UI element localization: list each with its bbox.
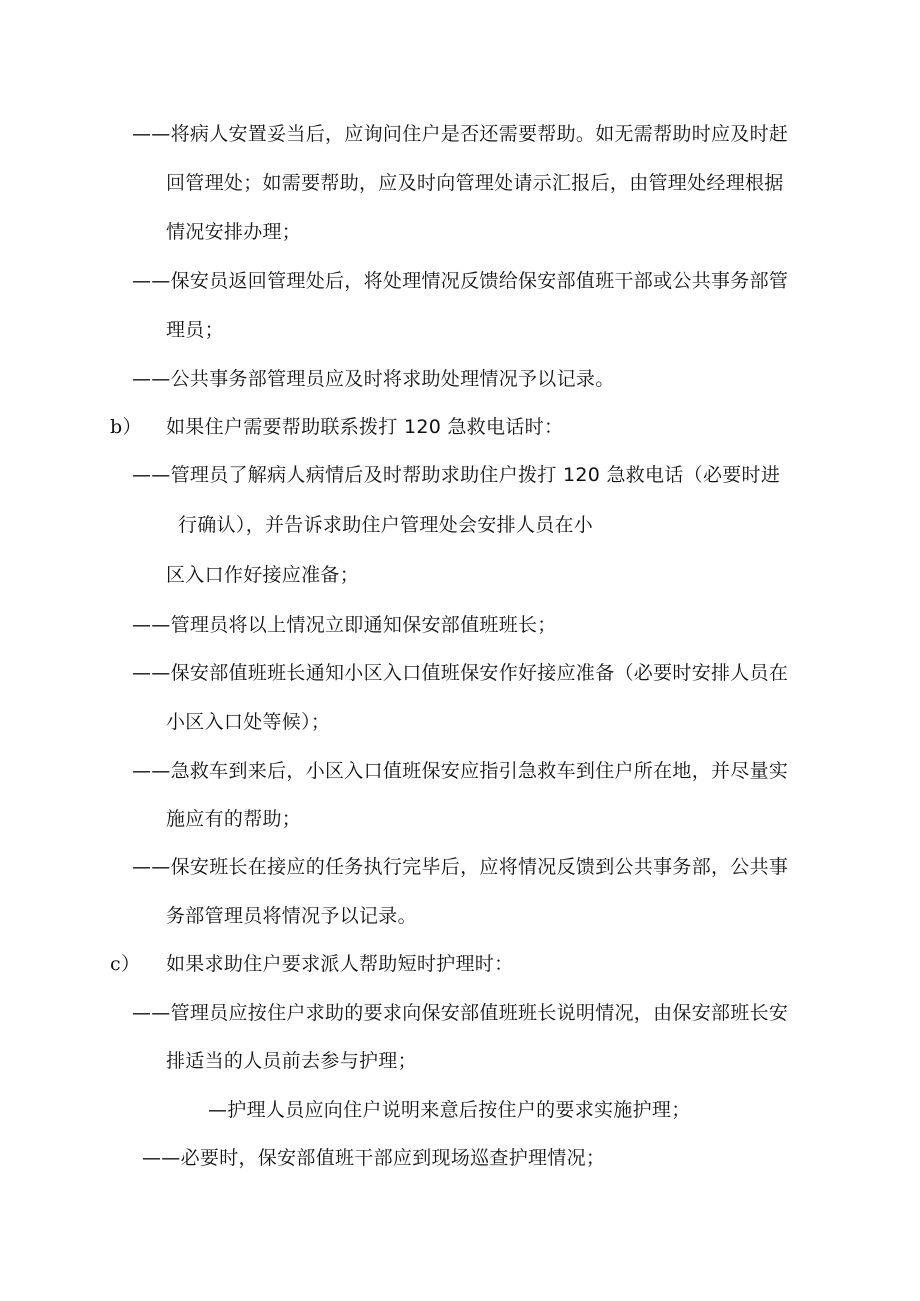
text-line-6: ——公共事务部管理员应及时将求助处理情况予以记录。 [132, 368, 615, 390]
text-line-9: ——管理员了解病人病情后及时帮助求助住户拨打 120 急救电话（必要时进 [132, 464, 781, 486]
section-label-b: b） [110, 416, 142, 438]
text-line-12: ——管理员将以上情况立即通知保安部值班班长； [132, 614, 557, 636]
text-line-15: ——急救车到来后，小区入口值班保安应指引急救车到住户所在地，并尽量实 [132, 760, 789, 782]
text-line-22: 排适当的人员前去参与护理； [166, 1050, 417, 1072]
text-line-23: —护理人员应向住户说明来意后按住户的要求实施护理； [208, 1099, 691, 1121]
text-line-13: ——保安部值班班长通知小区入口值班保安作好接应准备（必要时安排人员在 [132, 662, 789, 684]
text-line-24: ——必要时，保安部值班干部应到现场巡查护理情况； [142, 1147, 606, 1169]
text-line-4: ——保安员返回管理处后，将处理情况反馈给保安部值班干部或公共事务部管 [132, 270, 789, 292]
section-heading-c: 如果求助住户要求派人帮助短时护理时： [166, 953, 514, 975]
text-line-18: 务部管理员将情况予以记录。 [166, 905, 417, 927]
text-line-14: 小区入口处等候）； [166, 711, 331, 733]
text-line-16: 施应有的帮助； [166, 808, 302, 830]
text-line-10: 行确认），并告诉求助住户管理处会安排人员在小 [178, 514, 594, 536]
text-line-5: 理员； [166, 319, 224, 341]
text-line-2: 回管理处；如需要帮助，应及时向管理处请示汇报后，由管理处经理根据 [166, 172, 784, 194]
text-line-1: ——将病人安置妥当后，应询问住户是否还需要帮助。如无需帮助时应及时赶 [132, 123, 789, 145]
section-heading-b: 如果住户需要帮助联系拨打 120 急救电话时： [166, 416, 564, 438]
text-line-3: 情况安排办理； [166, 221, 302, 243]
section-label-c: c） [110, 953, 141, 975]
text-line-11: 区入口作好接应准备； [166, 564, 360, 586]
text-line-21: ——管理员应按住户求助的要求向保安部值班班长说明情况，由保安部班长安 [132, 1002, 789, 1024]
text-line-17: ——保安班长在接应的任务执行完毕后，应将情况反馈到公共事务部，公共事 [132, 856, 789, 878]
